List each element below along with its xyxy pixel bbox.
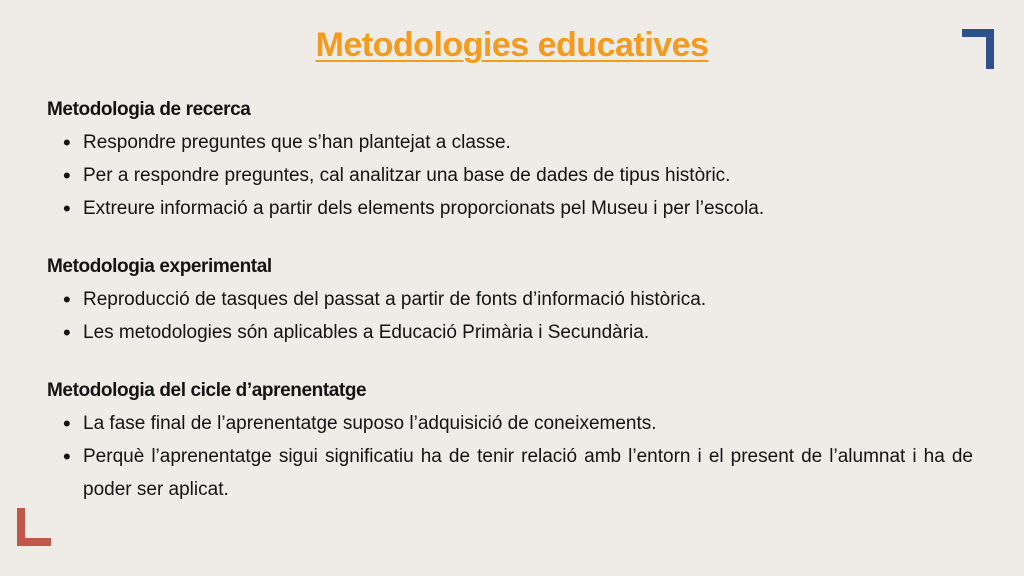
list-item: • La fase final de l’aprenentatge suposo l’adquisició de coneixements. xyxy=(47,407,973,440)
list-item: • Respondre preguntes que s’han plantejat a classe. xyxy=(47,126,973,159)
corner-bracket-top-right xyxy=(962,29,994,69)
section-research xyxy=(47,96,973,225)
list-item: • Per a respondre preguntes, cal analitzar una base de dades de tipus històric. xyxy=(47,159,973,192)
list-item: • Les metodologies són aplicables a Educació Primària i Secundària. xyxy=(47,316,973,349)
list-item: • Reproducció de tasques del passat a partir de fonts d’informació històrica. xyxy=(47,283,973,316)
slide-title: Metodologies educatives xyxy=(315,26,709,64)
bullet-list xyxy=(47,407,973,506)
section-learning-cycle xyxy=(47,377,973,506)
bullet-list xyxy=(47,126,973,225)
section-heading: Metodologia del cicle d’aprenentatge xyxy=(47,380,367,401)
section-heading: Metodologia experimental xyxy=(47,256,272,277)
corner-bracket-bottom-left xyxy=(17,508,51,546)
section-experimental xyxy=(47,253,973,349)
list-item: • Perquè l’aprenentatge sigui significatiu ha de tenir relació amb l’entorn i el present de l’alumnat i ha de poder ser aplicat. xyxy=(47,440,973,506)
bullet-list xyxy=(47,283,973,349)
list-item: • Extreure informació a partir dels elements proporcionats pel Museu i per l’escola. xyxy=(47,192,973,225)
slide-content xyxy=(47,96,973,534)
section-heading: Metodologia de recerca xyxy=(47,99,251,120)
